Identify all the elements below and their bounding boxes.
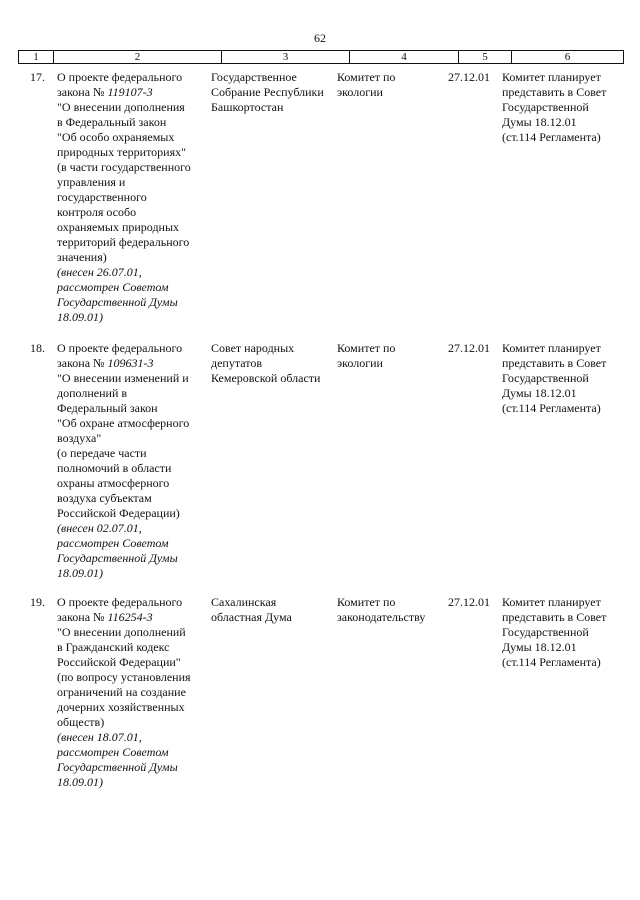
column-header-2: 2 bbox=[54, 51, 222, 63]
text-line: Думы 18.12.01 bbox=[502, 640, 577, 654]
text-line: Башкортостан bbox=[211, 100, 284, 114]
review-date: 27.12.01 bbox=[448, 70, 490, 84]
text-line bbox=[57, 250, 207, 265]
text-segment: полномочий в области bbox=[57, 461, 172, 475]
text-line: Государственное bbox=[211, 70, 297, 84]
text-line bbox=[57, 295, 207, 310]
text-line bbox=[57, 280, 207, 295]
text-segment: (внесен 18.07.01, bbox=[57, 730, 142, 744]
text-line: (ст.114 Регламента) bbox=[502, 401, 601, 415]
text-segment: дополнений в bbox=[57, 386, 128, 400]
bill-number: 116254-3 bbox=[107, 610, 153, 624]
text-segment: (внесен 26.07.01, bbox=[57, 265, 142, 279]
text-line: Комитет по bbox=[337, 595, 396, 609]
text-segment: Государственной Думы bbox=[57, 760, 178, 774]
text-segment: 18.09.01) bbox=[57, 566, 103, 580]
text-line: Собрание Республики bbox=[211, 85, 324, 99]
text-line: Комитет планирует bbox=[502, 70, 601, 84]
text-line bbox=[57, 401, 207, 416]
review-date: 27.12.01 bbox=[448, 341, 490, 355]
text-line: Государственной bbox=[502, 625, 589, 639]
text-segment: обществ) bbox=[57, 715, 105, 729]
review-date: 27.12.01 bbox=[448, 595, 490, 609]
text-segment: "О внесении изменений и bbox=[57, 371, 189, 385]
text-segment: Государственной Думы bbox=[57, 551, 178, 565]
bill-source bbox=[211, 595, 339, 625]
text-line: Комитет планирует bbox=[502, 595, 601, 609]
text-line bbox=[57, 625, 207, 640]
text-line bbox=[57, 145, 207, 160]
text-line bbox=[57, 491, 207, 506]
text-line bbox=[57, 506, 207, 521]
text-segment: (в части государственного bbox=[57, 160, 191, 174]
text-line: Совет народных bbox=[211, 341, 295, 355]
text-segment: Российской Федерации" bbox=[57, 655, 181, 669]
text-line bbox=[57, 70, 207, 85]
text-line: (ст.114 Регламента) bbox=[502, 130, 601, 144]
text-segment: "О внесении дополнений bbox=[57, 625, 186, 639]
text-segment: "Об охране атмосферного bbox=[57, 416, 190, 430]
text-segment: (внесен 02.07.01, bbox=[57, 521, 142, 535]
text-segment: Федеральный закон bbox=[57, 401, 158, 415]
text-segment: государственного bbox=[57, 190, 147, 204]
committee-decision bbox=[502, 341, 622, 416]
committee-decision bbox=[502, 70, 622, 145]
text-line bbox=[57, 640, 207, 655]
text-segment: Государственной Думы bbox=[57, 295, 178, 309]
text-line: Думы 18.12.01 bbox=[502, 115, 577, 129]
text-line bbox=[57, 655, 207, 670]
text-segment: "О внесении дополнения bbox=[57, 100, 185, 114]
text-segment: рассмотрен Советом bbox=[57, 745, 169, 759]
column-header-6: 6 bbox=[564, 51, 571, 63]
text-line bbox=[57, 341, 207, 356]
bill-number: 119107-3 bbox=[107, 85, 153, 99]
responsible-committee bbox=[337, 70, 445, 100]
committee-decision bbox=[502, 595, 622, 670]
text-segment: контроля особо bbox=[57, 205, 137, 219]
text-segment: воздуха субъектам bbox=[57, 491, 152, 505]
text-line bbox=[57, 265, 207, 280]
bill-title bbox=[57, 341, 207, 581]
text-line bbox=[57, 371, 207, 386]
text-segment: значения) bbox=[57, 250, 107, 264]
text-line bbox=[57, 235, 207, 250]
text-line bbox=[57, 356, 207, 371]
column-header-row bbox=[18, 50, 624, 64]
text-segment: охраны атмосферного bbox=[57, 476, 170, 490]
row-number: 19. bbox=[30, 595, 45, 609]
text-segment: 18.09.01) bbox=[57, 775, 103, 789]
bill-title bbox=[57, 70, 207, 325]
text-line bbox=[57, 160, 207, 175]
column-header-3: 3 bbox=[222, 51, 350, 63]
text-segment: природных территориях" bbox=[57, 145, 187, 159]
text-segment: Российской Федерации) bbox=[57, 506, 180, 520]
text-segment: (по вопросу установления bbox=[57, 670, 191, 684]
text-segment: территорий федерального bbox=[57, 235, 190, 249]
text-line: областная Дума bbox=[211, 610, 292, 624]
text-line bbox=[57, 595, 207, 610]
text-line bbox=[57, 610, 207, 625]
text-line bbox=[57, 536, 207, 551]
text-segment: в Гражданский кодекс bbox=[57, 640, 170, 654]
column-header-1: 1 bbox=[19, 51, 54, 63]
bill-title bbox=[57, 595, 207, 790]
text-line bbox=[57, 130, 207, 145]
text-line bbox=[57, 760, 207, 775]
text-line bbox=[57, 715, 207, 730]
text-segment: дочерних хозяйственных bbox=[57, 700, 185, 714]
text-line: Государственной bbox=[502, 371, 589, 385]
text-segment: ограничений на создание bbox=[57, 685, 186, 699]
text-line bbox=[57, 670, 207, 685]
text-line: представить в Совет bbox=[502, 85, 607, 99]
text-line bbox=[57, 551, 207, 566]
text-line bbox=[57, 310, 207, 325]
text-line: представить в Совет bbox=[502, 610, 607, 624]
text-line bbox=[57, 566, 207, 581]
text-line bbox=[57, 730, 207, 745]
text-line bbox=[57, 205, 207, 220]
text-segment: охраняемых природных bbox=[57, 220, 180, 234]
text-segment: закона № bbox=[57, 356, 108, 370]
text-line bbox=[57, 700, 207, 715]
text-segment: закона № bbox=[57, 85, 108, 99]
text-line bbox=[57, 461, 207, 476]
text-segment: рассмотрен Советом bbox=[57, 280, 169, 294]
row-number: 17. bbox=[30, 70, 45, 84]
text-segment: О проекте федерального bbox=[57, 595, 183, 609]
column-header-4: 4 bbox=[350, 51, 459, 63]
text-segment: "Об особо охраняемых bbox=[57, 130, 175, 144]
text-line bbox=[57, 476, 207, 491]
text-segment: в Федеральный закон bbox=[57, 115, 167, 129]
page-number: 62 bbox=[314, 31, 326, 45]
text-segment: О проекте федерального bbox=[57, 70, 183, 84]
bill-number: 109631-3 bbox=[107, 356, 154, 370]
row-number: 18. bbox=[30, 341, 45, 355]
text-line bbox=[57, 386, 207, 401]
text-line bbox=[57, 85, 207, 100]
text-line: (ст.114 Регламента) bbox=[502, 655, 601, 669]
text-segment: О проекте федерального bbox=[57, 341, 183, 355]
text-line: Комитет планирует bbox=[502, 341, 601, 355]
text-line bbox=[57, 745, 207, 760]
text-line bbox=[57, 100, 207, 115]
text-line: Комитет по bbox=[337, 341, 396, 355]
text-line: Кемеровской области bbox=[211, 371, 321, 385]
bill-source bbox=[211, 341, 339, 386]
text-segment: закона № bbox=[57, 610, 108, 624]
text-segment: воздуха" bbox=[57, 431, 102, 445]
responsible-committee bbox=[337, 595, 445, 625]
text-line: экологии bbox=[337, 356, 383, 370]
text-line bbox=[57, 431, 207, 446]
text-line: законодательству bbox=[337, 610, 426, 624]
text-segment: управления и bbox=[57, 175, 126, 189]
text-line: Государственной bbox=[502, 100, 589, 114]
text-line: Думы 18.12.01 bbox=[502, 386, 577, 400]
bill-source bbox=[211, 70, 339, 115]
text-line bbox=[57, 446, 207, 461]
text-line bbox=[57, 521, 207, 536]
text-line: Комитет по bbox=[337, 70, 396, 84]
text-line bbox=[57, 775, 207, 790]
text-segment: рассмотрен Советом bbox=[57, 536, 169, 550]
text-line bbox=[57, 220, 207, 235]
text-line: депутатов bbox=[211, 356, 263, 370]
text-line: экологии bbox=[337, 85, 383, 99]
text-line bbox=[57, 175, 207, 190]
text-line bbox=[57, 115, 207, 130]
text-line bbox=[57, 416, 207, 431]
text-segment: 18.09.01) bbox=[57, 310, 103, 324]
text-line bbox=[57, 685, 207, 700]
text-line: представить в Совет bbox=[502, 356, 607, 370]
text-segment: (о передаче части bbox=[57, 446, 147, 460]
text-line: Сахалинская bbox=[211, 595, 277, 609]
text-line bbox=[57, 190, 207, 205]
column-header-5: 5 bbox=[459, 51, 512, 63]
responsible-committee bbox=[337, 341, 445, 371]
